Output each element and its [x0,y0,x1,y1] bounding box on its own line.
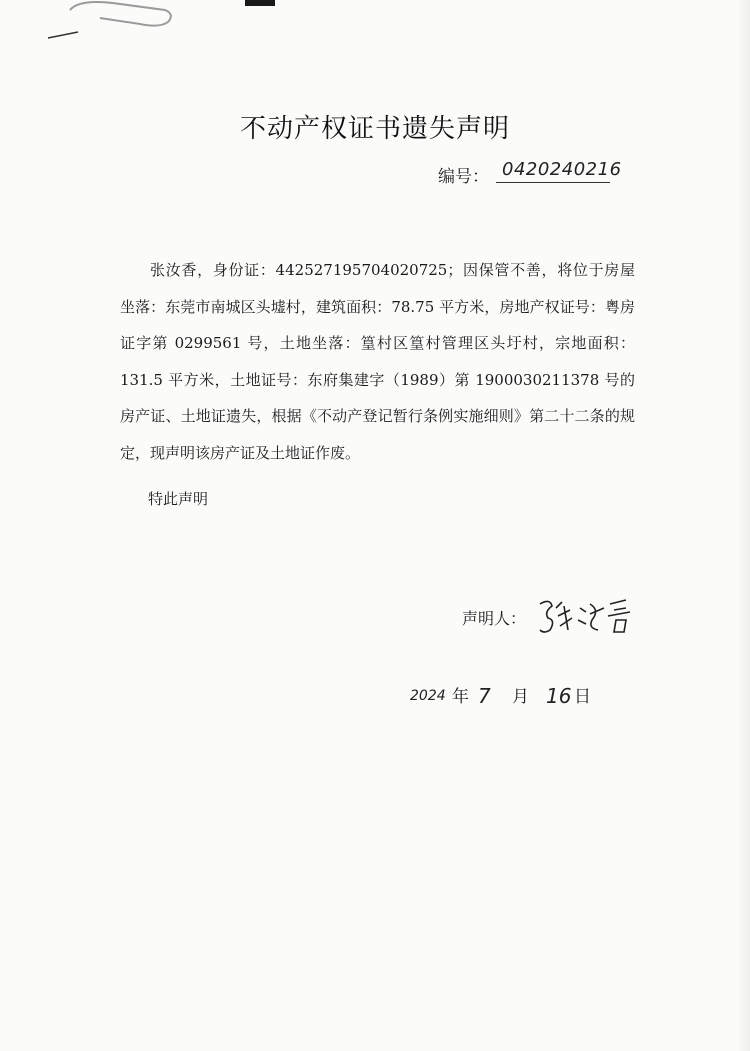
declaration-date [410,680,610,720]
declaration-body: 张汝香，身份证：442527195704020725；因保管不善，将位于房屋坐落：东莞市南城区头墟村，建筑面积：78.75 平方米，房地产权证号：粤房证字第 0299561 号，土地坐落：篁村区篁村管理区头圩村，宗地面积：131.5 平方米，土地证号：东府集建字（1989）第 1900030211378 号的房产证、土地证遗失，根据《不动产登记暂行条例实施细则》第二十二条的规定，现声明该房产证及土地证作废。 [120,261,635,462]
date-year-unit: 年 [452,687,469,707]
date-year: 2024 [410,688,446,704]
handwritten-signature [530,590,640,640]
paper-edge-shadow [736,0,750,1051]
date-month-unit: 月 [512,687,529,707]
serial-label: 编号： [438,167,489,187]
date-day: 16 [546,684,572,708]
date-day-unit: 日 [574,687,591,707]
paper-clip-icon [0,0,300,40]
closing-statement: 特此声明 [148,490,209,508]
page-title: 不动产权证书遗失声明 [239,114,510,144]
date-month: 7 [478,684,491,708]
serial-number: 0420240216 [496,158,610,183]
signer-label: 声明人： [462,609,527,628]
